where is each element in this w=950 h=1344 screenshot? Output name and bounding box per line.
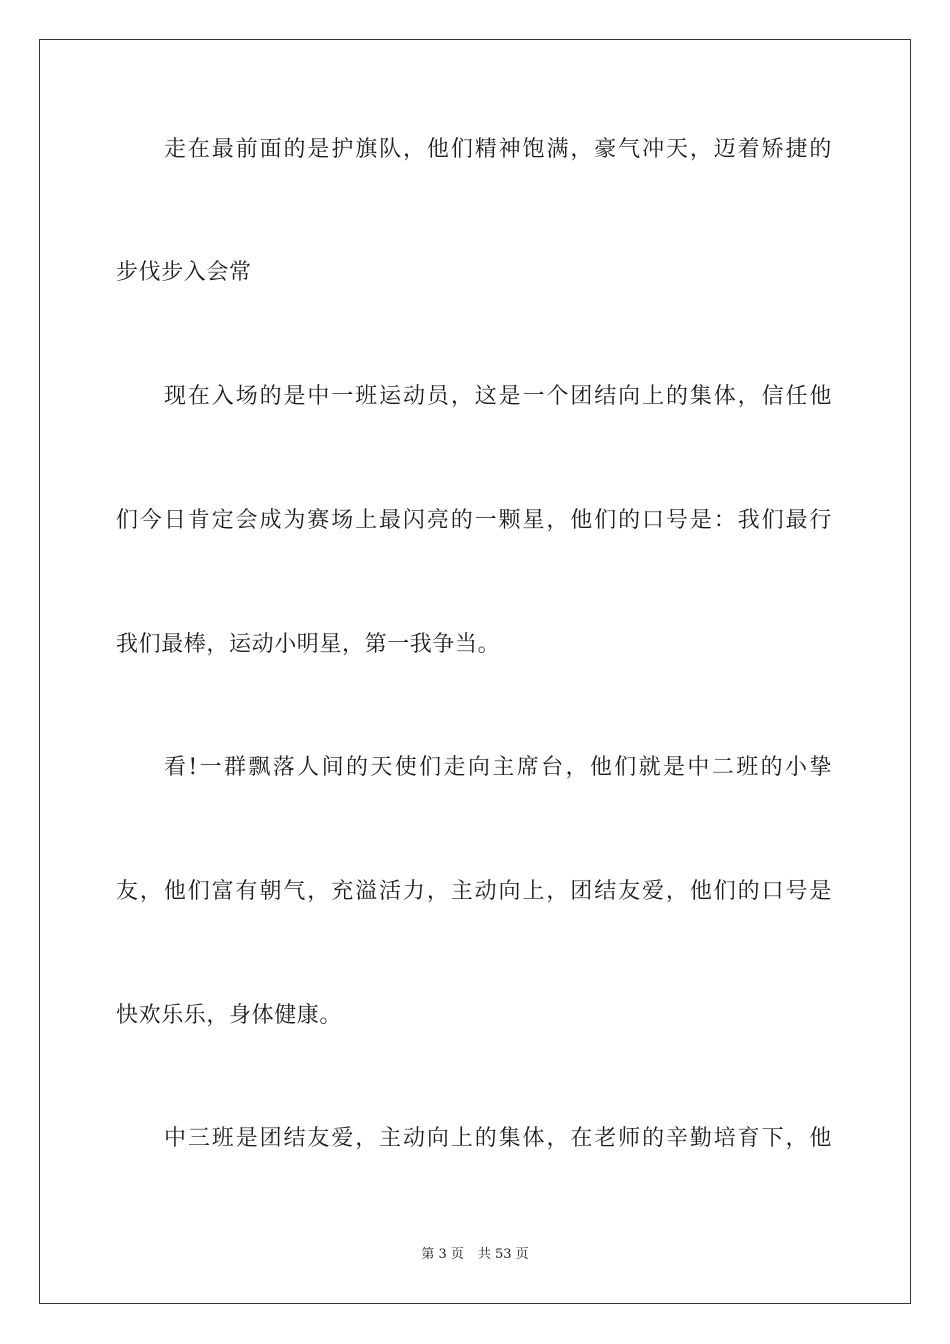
total-pages: 共 53 页 [477,1247,529,1262]
page-number: 第 3 页 [421,1247,464,1262]
paragraph-3-line-1: 看!一群飘落人间的天使们走向主席台，他们就是中二班的小挚 [164,755,832,780]
paragraph-1-line-1: 走在最前面的是护旗队，他们精神饱满，豪气冲天，迈着矫捷的 [164,137,832,162]
page-border [39,39,911,1304]
paragraph-3-line-3: 快欢乐乐，身体健康。 [116,1003,343,1028]
paragraph-4-line-1: 中三班是团结友爱，主动向上的集体，在老师的辛勤培育下，他 [164,1126,832,1151]
paragraph-1-line-2: 步伐步入会常 [116,260,252,285]
paragraph-2-line-2: 们今日肯定会成为赛场上最闪亮的一颗星，他们的口号是：我们最行 [116,508,832,533]
page-footer [0,1246,950,1264]
paragraph-2-line-1: 现在入场的是中一班运动员，这是一个团结向上的集体，信任他 [164,384,832,409]
paragraph-3-line-2: 友，他们富有朝气，充溢活力，主动向上，团结友爱，他们的口号是 [116,879,832,904]
paragraph-2-line-3: 我们最棒，运动小明星，第一我争当。 [116,632,501,657]
